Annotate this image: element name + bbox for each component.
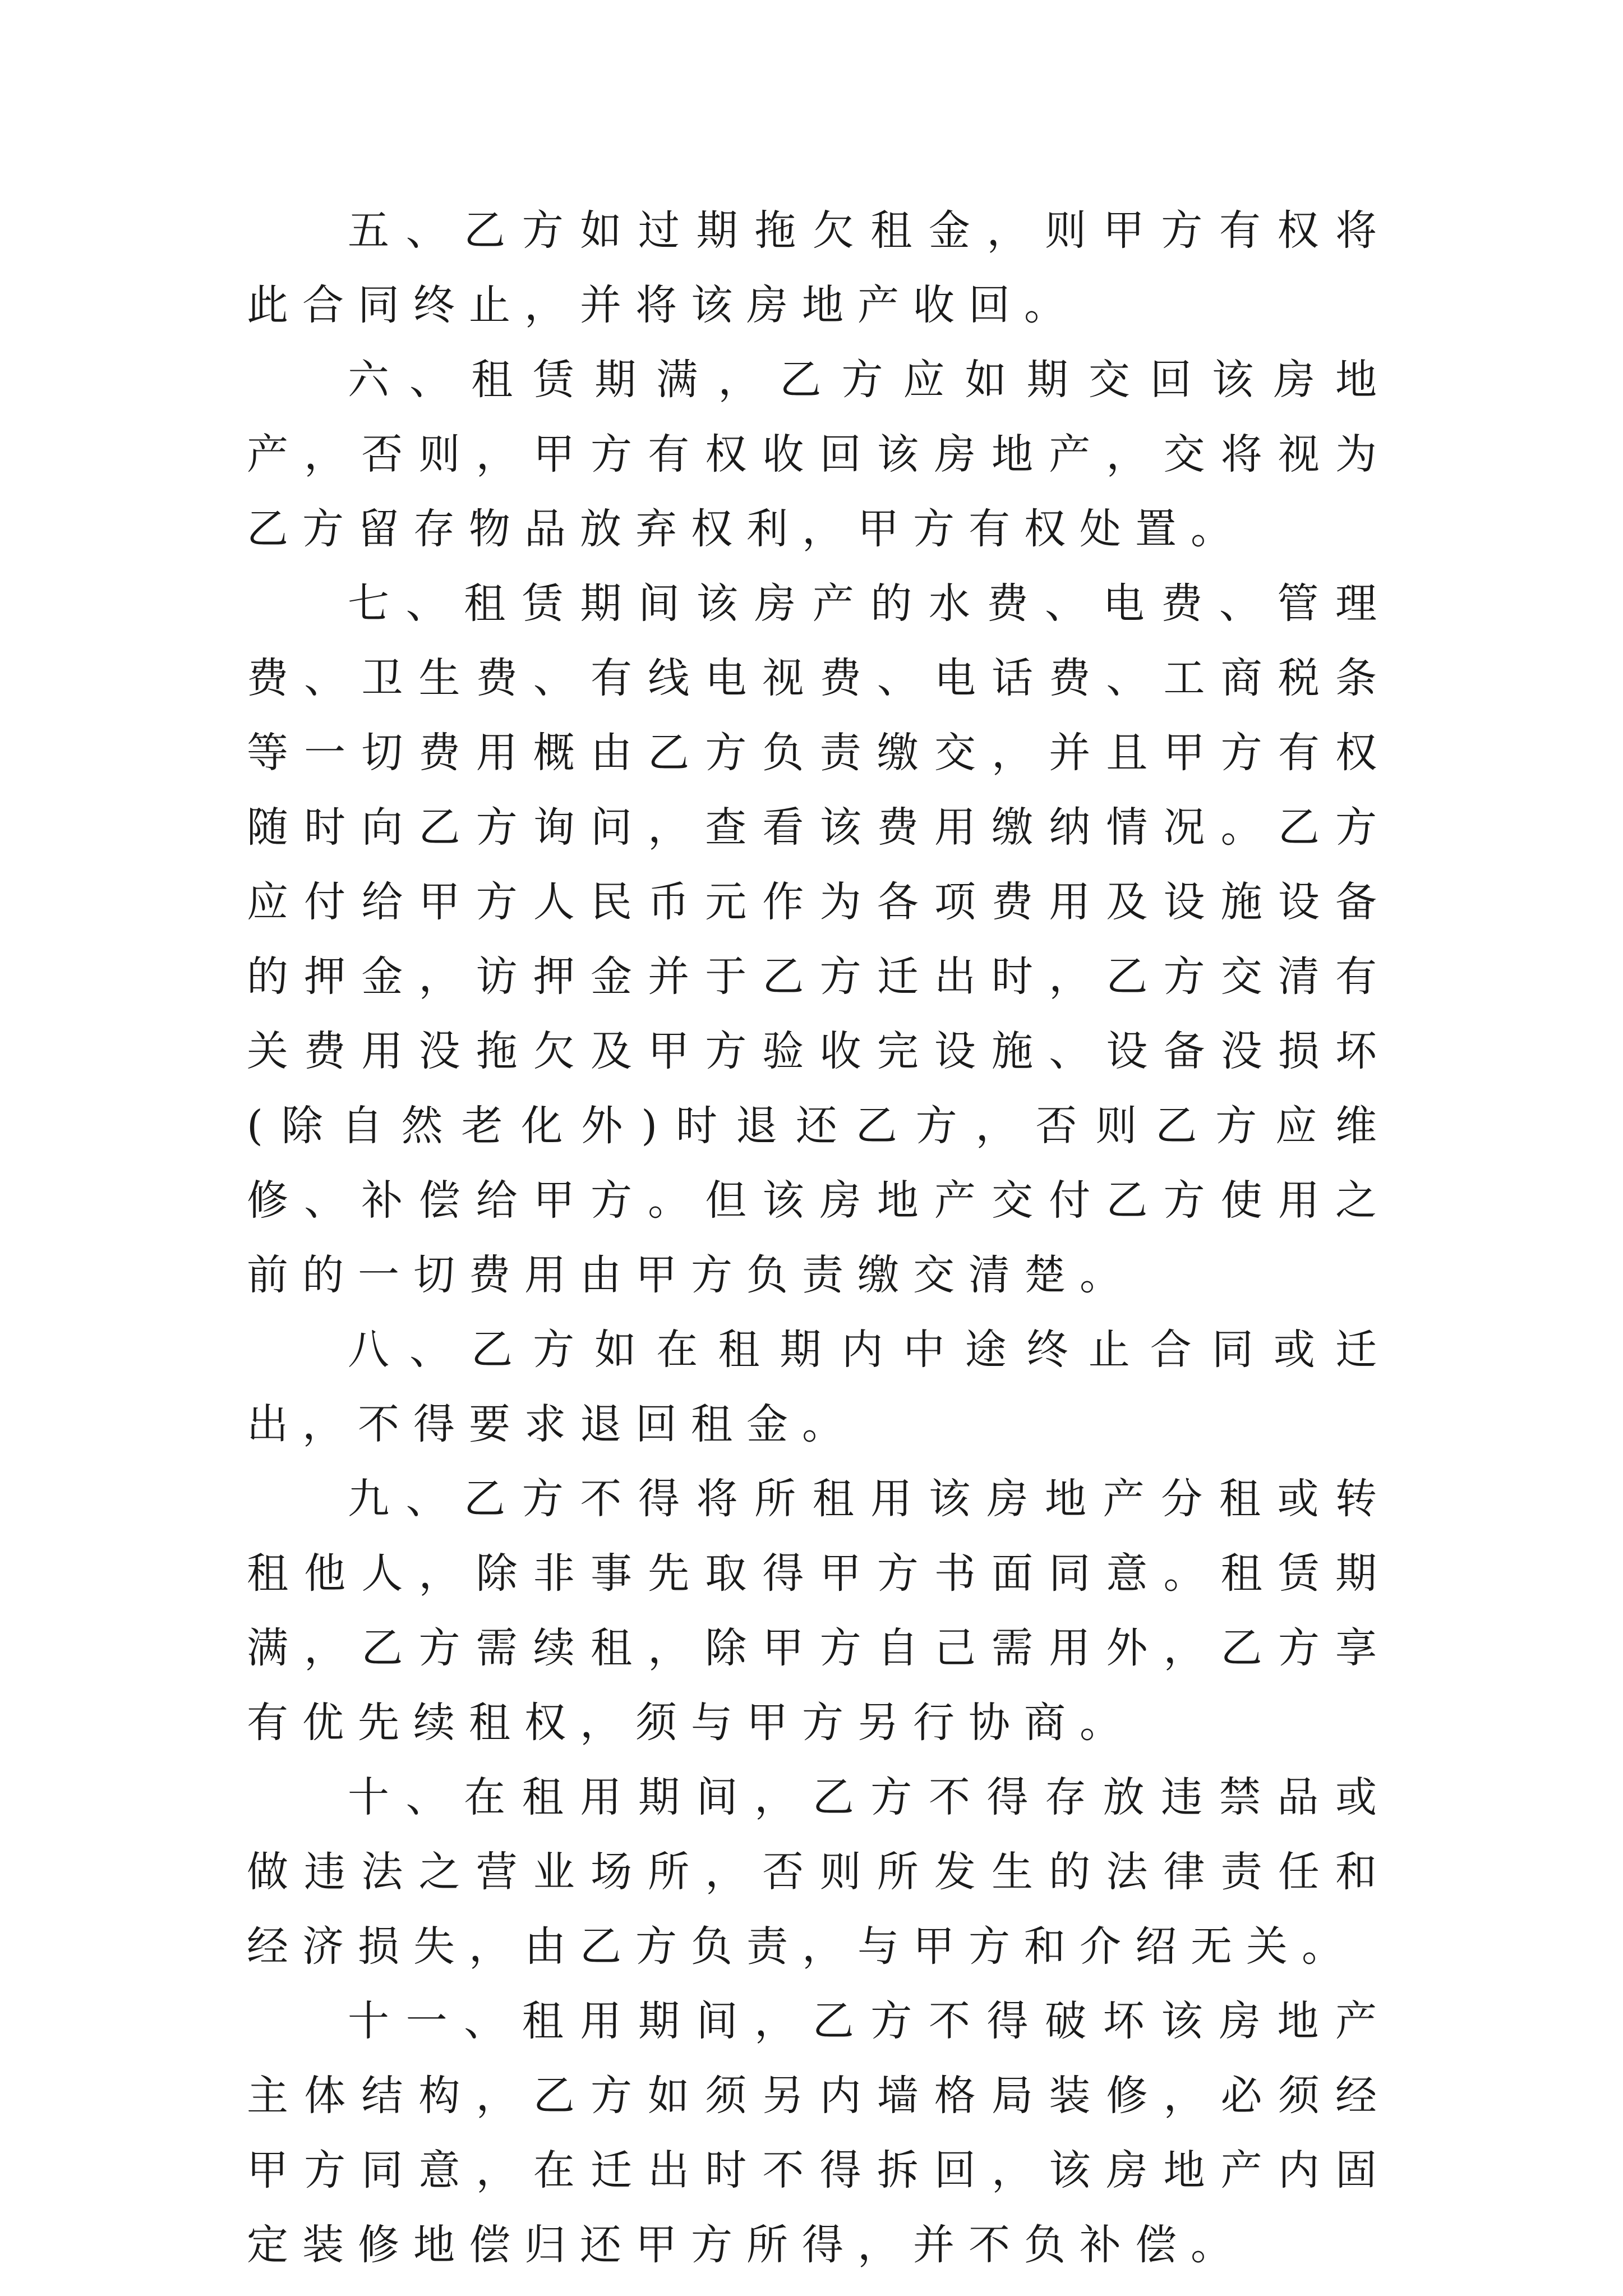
clause-9: 九、乙方不得将所租用该房地产分租或转租他人，除非事先取得甲方书面同意。租赁期满，乙方需续租，除甲方自己需用外，乙方享有优先续租权，须与甲方另行协商。: [247, 1475, 1391, 1747]
document-body: [247, 194, 1391, 2283]
clause-10: 十、在租用期间，乙方不得存放违禁品或做违法之营业场所，否则所发生的法律责任和经济损失，由乙方负责，与甲方和介绍无关。: [247, 1773, 1391, 1971]
clause-6: 六、租赁期满，乙方应如期交回该房地产，否则，甲方有权收回该房地产，交将视为乙方留存物品放弃权利，甲方有权处置。: [247, 356, 1391, 553]
clause-11: 十一、租用期间，乙方不得破坏该房地产主体结构，乙方如须另内墙格局装修，必须经甲方同意，在迁出时不得拆回，该房地产内固定装修地偿归还甲方所得，并不负补偿。: [247, 1997, 1391, 2269]
clause-8: 八、乙方如在租期内中途终止合同或迁出，不得要求退回租金。: [247, 1326, 1391, 1448]
clause-7: 七、租赁期间该房产的水费、电费、管理费、卫生费、有线电视费、电话费、工商税条等一切费用概由乙方负责缴交，并且甲方有权随时向乙方询问，查看该费用缴纳情况。乙方应付给甲方人民币元作为各项费用及设施设备的押金，访押金并于乙方迁出时，乙方交清有关费用没拖欠及甲方验收完设施、设备没损坏(除自然老化外)时退还乙方，否则乙方应维修、补偿给甲方。但该房地产交付乙方使用之前的一切费用由甲方负责缴交清楚。: [247, 579, 1391, 1299]
clause-5: 五、乙方如过期拖欠租金，则甲方有权将此合同终止，并将该房地产收回。: [247, 206, 1391, 329]
